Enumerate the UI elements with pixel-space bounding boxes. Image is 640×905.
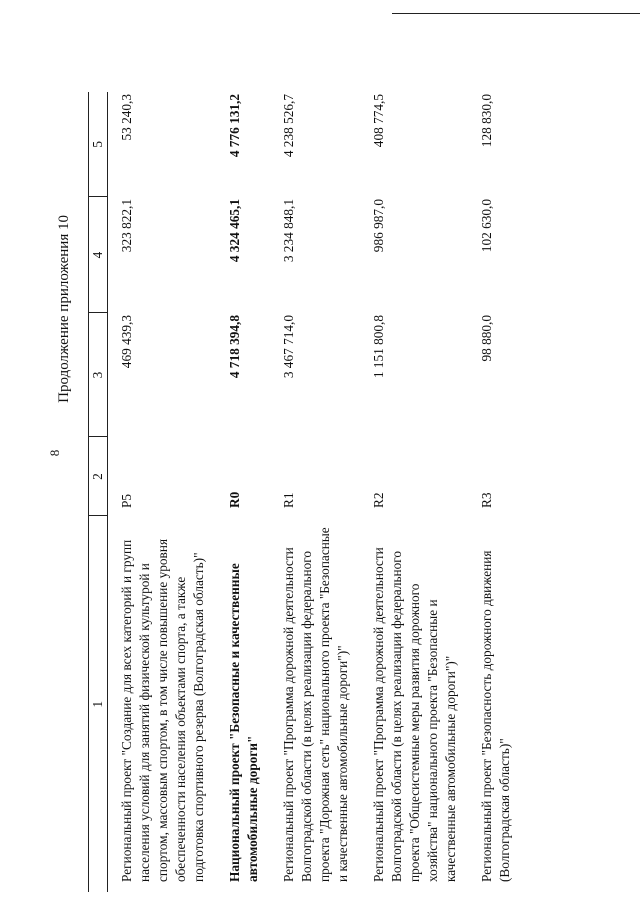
amount-col4: 102 630,0 [479, 199, 494, 253]
column-header-3: 3 [89, 313, 108, 437]
table-row [360, 92, 468, 892]
amount-col5: 408 774,5 [371, 94, 386, 148]
table-row [216, 92, 270, 892]
project-name: Региональный проект "Программа дорожной деятельности Волгоградской области (в целях реализации федерального проекта "Дорожная сеть" национального проекта "Безопасные и качественные автомобильные дороги")" [281, 527, 350, 882]
page-number: 8 [47, 449, 62, 457]
amount-col4: 4 324 465,1 [227, 199, 242, 263]
column-number-row [89, 92, 108, 892]
column-header-1: 1 [89, 516, 108, 892]
project-code: R0 [227, 491, 242, 508]
table-row [468, 92, 522, 892]
amount-col5: 4 238 526,7 [281, 94, 296, 158]
amount-col5: 128 830,0 [479, 94, 494, 148]
budget-table [88, 92, 522, 892]
project-name: Национальный проект "Безопасные и качественные автомобильные дороги" [227, 563, 260, 882]
amount-col3: 1 151 800,8 [371, 315, 386, 379]
amount-col3: 4 718 394,8 [227, 315, 242, 379]
amount-col3: 3 467 714,0 [281, 315, 296, 379]
project-name: Региональный проект "Создание для всех категорий и групп населения условий для занятий физической культурой и спортом, массовым спортом, в том числе повышение уровня обеспеченности населения объектами спорта, а также подготовка спортивного резерва (Волгоградская область)" [119, 538, 206, 882]
table-row [270, 92, 360, 892]
project-name: Региональный проект "Безопасность дорожного движения (Волгоградская область)" [479, 550, 512, 882]
continuation-caption: Продолжение приложения 10 [56, 215, 72, 403]
amount-col4: 3 234 848,1 [281, 199, 296, 263]
project-name: Региональный проект "Программа дорожной деятельности Волгоградской области (в целях реализации федерального проекта "Общесистемные меры развития дорожного хозяйства" национального проекта "Безопасные и качественные автомобильные дороги")" [371, 547, 458, 882]
column-header-4: 4 [89, 197, 108, 313]
amount-col3: 98 880,0 [479, 315, 494, 362]
amount-col4: 323 822,1 [119, 199, 134, 253]
column-header-5: 5 [89, 92, 108, 197]
project-code: R1 [281, 492, 296, 508]
amount-col3: 469 439,3 [119, 315, 134, 369]
column-header-2: 2 [89, 437, 108, 516]
project-code: R2 [371, 492, 386, 508]
table-row [108, 92, 217, 892]
amount-col5: 53 240,3 [119, 94, 134, 141]
amount-col4: 986 987,0 [371, 199, 386, 253]
amount-col5: 4 776 131,2 [227, 94, 242, 158]
project-code: R3 [479, 492, 494, 508]
project-code: P5 [119, 493, 134, 508]
